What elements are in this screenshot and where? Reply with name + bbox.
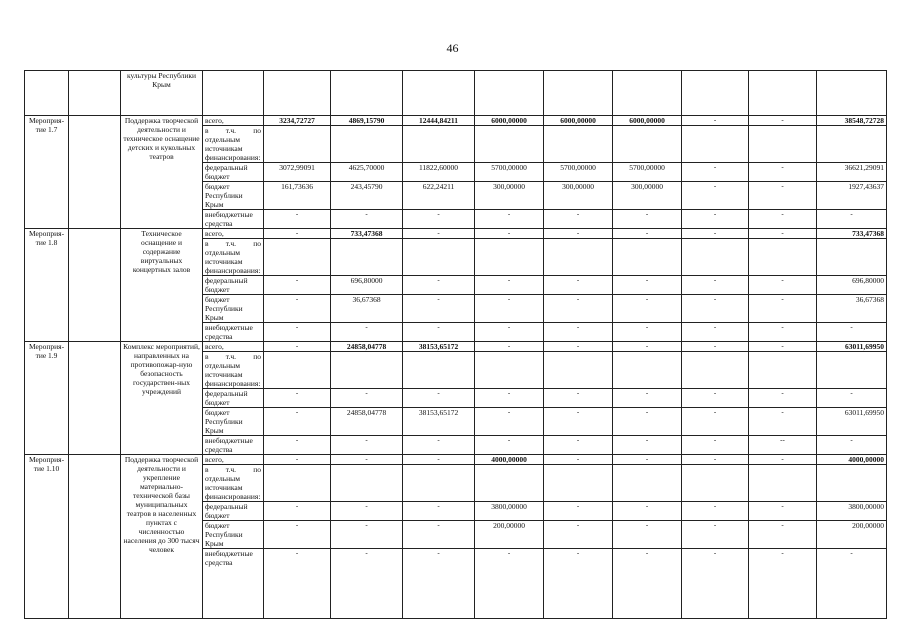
value-cell: 63011,69950: [817, 408, 887, 436]
value-cell: -: [682, 323, 749, 342]
value-cell: -: [544, 295, 613, 323]
value-cell: -: [544, 502, 613, 521]
value-cell: -: [749, 521, 817, 549]
value-cell: -: [475, 210, 544, 229]
value-cell: -: [403, 276, 475, 295]
value-cell: [613, 352, 682, 389]
value-cell: [613, 126, 682, 163]
value-cell: -: [544, 342, 613, 352]
value-cell: -: [544, 323, 613, 342]
value-cell: -: [403, 521, 475, 549]
source-label-cell: бюджет Республики Крым: [203, 408, 264, 436]
value-cell: 161,73636: [264, 182, 331, 210]
value-cell: -: [613, 549, 682, 619]
empty-cell: [69, 455, 121, 619]
value-cell: -: [682, 436, 749, 455]
value-cell: 63011,69950: [817, 342, 887, 352]
value-cell: -: [475, 295, 544, 323]
value-cell: 733,47368: [817, 229, 887, 239]
value-cell: [331, 352, 403, 389]
value-cell: -: [682, 521, 749, 549]
value-cell: -: [749, 408, 817, 436]
source-label-cell: всего,: [203, 116, 264, 126]
value-cell: [264, 71, 331, 116]
tc-label-line: [205, 239, 261, 248]
source-label-cell: внебюджетные средства: [203, 323, 264, 342]
value-cell: -: [331, 455, 403, 465]
value-cell: -: [403, 295, 475, 323]
value-cell: -: [682, 210, 749, 229]
value-cell: -: [264, 295, 331, 323]
value-cell: -: [403, 229, 475, 239]
value-cell: -: [613, 408, 682, 436]
value-cell: -: [544, 549, 613, 619]
value-cell: [475, 352, 544, 389]
source-label-cell: всего,: [203, 342, 264, 352]
tc-label-line: [205, 352, 261, 361]
value-cell: 5700,00000: [475, 163, 544, 182]
budget-table: [24, 70, 887, 619]
value-cell: [403, 352, 475, 389]
value-cell: [817, 126, 887, 163]
tc-label-rest: отдельным источникам финансирования:: [205, 474, 261, 501]
value-cell: 38548,72728: [817, 116, 887, 126]
value-cell: 243,45790: [331, 182, 403, 210]
value-cell: -: [544, 389, 613, 408]
value-cell: 6000,00000: [613, 116, 682, 126]
value-cell: -: [817, 210, 887, 229]
value-cell: -: [682, 182, 749, 210]
value-cell: 300,00000: [475, 182, 544, 210]
source-label-cell: [203, 352, 264, 389]
value-cell: -: [613, 342, 682, 352]
value-cell: [475, 71, 544, 116]
value-cell: 696,80000: [817, 276, 887, 295]
value-cell: [613, 465, 682, 502]
value-cell: [331, 71, 403, 116]
source-label-cell: внебюджетные средства: [203, 436, 264, 455]
source-label-cell: [203, 465, 264, 502]
source-label-cell: федеральный бюджет: [203, 163, 264, 182]
value-cell: [331, 239, 403, 276]
value-cell: -: [613, 455, 682, 465]
value-cell: 3800,00000: [475, 502, 544, 521]
tc-label-rest: отдельным источникам финансирования:: [205, 361, 261, 388]
value-cell: 4000,00000: [817, 455, 887, 465]
value-cell: -: [264, 436, 331, 455]
value-cell: -: [817, 436, 887, 455]
value-cell: 200,00000: [475, 521, 544, 549]
value-cell: -: [749, 210, 817, 229]
value-cell: [682, 71, 749, 116]
value-cell: [475, 465, 544, 502]
measure-name-cell: Поддержка творческой деятельности и укрепление материально-технической базы муниципальных театров в населенных пунктах с численностью населения до 300 тысяч человек: [121, 455, 203, 619]
value-cell: 24858,04778: [331, 408, 403, 436]
measure-code-cell: [25, 71, 69, 116]
value-cell: -: [403, 323, 475, 342]
value-cell: 1927,43637: [817, 182, 887, 210]
source-label-cell: внебюджетные средства: [203, 549, 264, 619]
measure-name-cell: Комплекс мероприятий, направленных на противопожар-ную безопасность государствен-ных учреждений: [121, 342, 203, 455]
value-cell: -: [264, 342, 331, 352]
value-cell: -: [749, 502, 817, 521]
value-cell: -: [817, 549, 887, 619]
value-cell: 38153,65172: [403, 408, 475, 436]
value-cell: 36,67368: [331, 295, 403, 323]
value-cell: 300,00000: [544, 182, 613, 210]
value-cell: [403, 126, 475, 163]
value-cell: [264, 126, 331, 163]
tc-label-rest: отдельным источникам финансирования:: [205, 135, 261, 162]
value-cell: -: [682, 229, 749, 239]
tc-label-tch: т.ч.: [225, 126, 237, 135]
value-cell: -: [749, 182, 817, 210]
value-cell: -: [264, 408, 331, 436]
value-cell: -: [613, 210, 682, 229]
value-cell: -: [403, 502, 475, 521]
value-cell: -: [613, 323, 682, 342]
value-cell: 36,67368: [817, 295, 887, 323]
value-cell: -: [475, 389, 544, 408]
tc-label-tch: т.ч.: [225, 239, 237, 248]
value-cell: -: [475, 342, 544, 352]
value-cell: -: [475, 276, 544, 295]
value-cell: -: [749, 455, 817, 465]
table-row: [25, 342, 887, 352]
value-cell: [749, 239, 817, 276]
tc-label-in: в: [205, 239, 209, 248]
tc-label-tch: т.ч.: [225, 465, 237, 474]
value-cell: 4625,70000: [331, 163, 403, 182]
value-cell: -: [475, 229, 544, 239]
value-cell: [264, 239, 331, 276]
value-cell: [613, 71, 682, 116]
empty-cell: [69, 116, 121, 229]
value-cell: [403, 465, 475, 502]
value-cell: 3800,00000: [817, 502, 887, 521]
value-cell: -: [544, 521, 613, 549]
value-cell: -: [613, 502, 682, 521]
source-label-cell: федеральный бюджет: [203, 276, 264, 295]
table-row: [25, 116, 887, 126]
measure-code-cell: Мероприя-тие 1.8: [25, 229, 69, 342]
tc-label-line: [205, 126, 261, 135]
value-cell: 5700,00000: [544, 163, 613, 182]
measure-code-cell: Мероприя-тие 1.7: [25, 116, 69, 229]
value-cell: [682, 352, 749, 389]
tc-label-po: по: [253, 239, 261, 248]
value-cell: 3234,72727: [264, 116, 331, 126]
value-cell: [544, 239, 613, 276]
value-cell: [749, 465, 817, 502]
tc-label-po: по: [253, 126, 261, 135]
value-cell: [682, 239, 749, 276]
tc-label-po: по: [253, 465, 261, 474]
table-row: [25, 229, 887, 239]
value-cell: -: [264, 521, 331, 549]
value-cell: [544, 126, 613, 163]
header-continuation-row: [25, 71, 887, 116]
value-cell: -: [682, 295, 749, 323]
value-cell: -: [475, 408, 544, 436]
value-cell: 11822,60000: [403, 163, 475, 182]
value-cell: -: [749, 295, 817, 323]
empty-cell: [69, 71, 121, 116]
value-cell: [403, 239, 475, 276]
tc-label-in: в: [205, 126, 209, 135]
value-cell: [817, 465, 887, 502]
value-cell: 696,80000: [331, 276, 403, 295]
tc-label-in: в: [205, 352, 209, 361]
value-cell: -: [682, 502, 749, 521]
value-cell: 12444,84211: [403, 116, 475, 126]
page-number: 46: [446, 41, 459, 55]
value-cell: -: [264, 323, 331, 342]
value-cell: [331, 126, 403, 163]
value-cell: -: [682, 408, 749, 436]
value-cell: -: [475, 323, 544, 342]
value-cell: [749, 352, 817, 389]
value-cell: -: [544, 276, 613, 295]
tc-label-line: [205, 465, 261, 474]
tc-label-po: по: [253, 352, 261, 361]
value-cell: 24858,04778: [331, 342, 403, 352]
source-label-cell: внебюджетные средства: [203, 210, 264, 229]
source-label-cell: [203, 239, 264, 276]
empty-cell: [69, 342, 121, 455]
value-cell: 3072,99091: [264, 163, 331, 182]
value-cell: -: [264, 549, 331, 619]
value-cell: 6000,00000: [544, 116, 613, 126]
value-cell: -: [264, 502, 331, 521]
value-cell: [475, 126, 544, 163]
value-cell: -: [817, 389, 887, 408]
value-cell: -: [613, 436, 682, 455]
value-cell: -: [613, 229, 682, 239]
value-cell: 300,00000: [613, 182, 682, 210]
value-cell: -: [682, 276, 749, 295]
value-cell: 622,24211: [403, 182, 475, 210]
value-cell: -: [331, 436, 403, 455]
value-cell: [749, 71, 817, 116]
source-label-cell: бюджет Республики Крым: [203, 182, 264, 210]
tc-label-in: в: [205, 465, 209, 474]
value-cell: [817, 352, 887, 389]
value-cell: -: [544, 455, 613, 465]
value-cell: 4000,00000: [475, 455, 544, 465]
value-cell: -: [613, 276, 682, 295]
value-cell: 733,47368: [331, 229, 403, 239]
source-cell: [203, 71, 264, 116]
value-cell: [544, 352, 613, 389]
value-cell: -: [331, 549, 403, 619]
source-label-cell: федеральный бюджет: [203, 389, 264, 408]
value-cell: -: [749, 229, 817, 239]
value-cell: [613, 239, 682, 276]
source-label-cell: бюджет Республики Крым: [203, 521, 264, 549]
value-cell: -: [475, 549, 544, 619]
value-cell: 4869,15790: [331, 116, 403, 126]
value-cell: [475, 239, 544, 276]
empty-cell: [69, 229, 121, 342]
value-cell: -: [403, 389, 475, 408]
value-cell: 6000,00000: [475, 116, 544, 126]
value-cell: -: [749, 116, 817, 126]
value-cell: -: [475, 436, 544, 455]
value-cell: -: [544, 436, 613, 455]
value-cell: -: [331, 210, 403, 229]
value-cell: -: [749, 163, 817, 182]
measure-name-cell: культуры Республики Крым: [121, 71, 203, 116]
value-cell: -: [817, 323, 887, 342]
value-cell: -: [544, 408, 613, 436]
source-label-cell: федеральный бюджет: [203, 502, 264, 521]
value-cell: -: [403, 549, 475, 619]
value-cell: [264, 465, 331, 502]
value-cell: -: [682, 342, 749, 352]
value-cell: -: [749, 549, 817, 619]
value-cell: 200,00000: [817, 521, 887, 549]
value-cell: [331, 465, 403, 502]
value-cell: [682, 465, 749, 502]
value-cell: [544, 465, 613, 502]
value-cell: -: [682, 116, 749, 126]
value-cell: -: [331, 323, 403, 342]
value-cell: -: [613, 389, 682, 408]
value-cell: 38153,65172: [403, 342, 475, 352]
source-label-cell: всего,: [203, 229, 264, 239]
value-cell: -: [264, 210, 331, 229]
value-cell: [682, 126, 749, 163]
value-cell: -: [264, 455, 331, 465]
measure-code-cell: Мероприя-тие 1.9: [25, 342, 69, 455]
value-cell: -: [544, 229, 613, 239]
measure-name-cell: Поддержка творческой деятельности и техническое оснащение детских и кукольных театров: [121, 116, 203, 229]
value-cell: -: [682, 455, 749, 465]
value-cell: -: [749, 342, 817, 352]
value-cell: -: [403, 210, 475, 229]
value-cell: -: [682, 549, 749, 619]
value-cell: -: [749, 389, 817, 408]
table-row: [25, 455, 887, 465]
value-cell: -: [749, 276, 817, 295]
value-cell: -: [682, 163, 749, 182]
value-cell: -: [749, 323, 817, 342]
source-label-cell: бюджет Республики Крым: [203, 295, 264, 323]
value-cell: -: [331, 389, 403, 408]
measure-name-cell: Техническое оснащение и содержание виртуальных концертных залов: [121, 229, 203, 342]
value-cell: -: [264, 276, 331, 295]
value-cell: --: [749, 436, 817, 455]
value-cell: [817, 71, 887, 116]
value-cell: -: [403, 436, 475, 455]
value-cell: -: [331, 502, 403, 521]
value-cell: [544, 71, 613, 116]
value-cell: 36621,29091: [817, 163, 887, 182]
value-cell: 5700,00000: [613, 163, 682, 182]
value-cell: -: [544, 210, 613, 229]
value-cell: [403, 71, 475, 116]
value-cell: [264, 352, 331, 389]
value-cell: [749, 126, 817, 163]
value-cell: -: [331, 521, 403, 549]
value-cell: [817, 239, 887, 276]
value-cell: -: [613, 521, 682, 549]
value-cell: -: [264, 389, 331, 408]
source-label-cell: [203, 126, 264, 163]
value-cell: -: [682, 389, 749, 408]
value-cell: -: [403, 455, 475, 465]
value-cell: -: [264, 229, 331, 239]
value-cell: -: [613, 295, 682, 323]
tc-label-tch: т.ч.: [225, 352, 237, 361]
tc-label-rest: отдельным источникам финансирования:: [205, 248, 261, 275]
source-label-cell: всего,: [203, 455, 264, 465]
measure-code-cell: Мероприя-тие 1.10: [25, 455, 69, 619]
